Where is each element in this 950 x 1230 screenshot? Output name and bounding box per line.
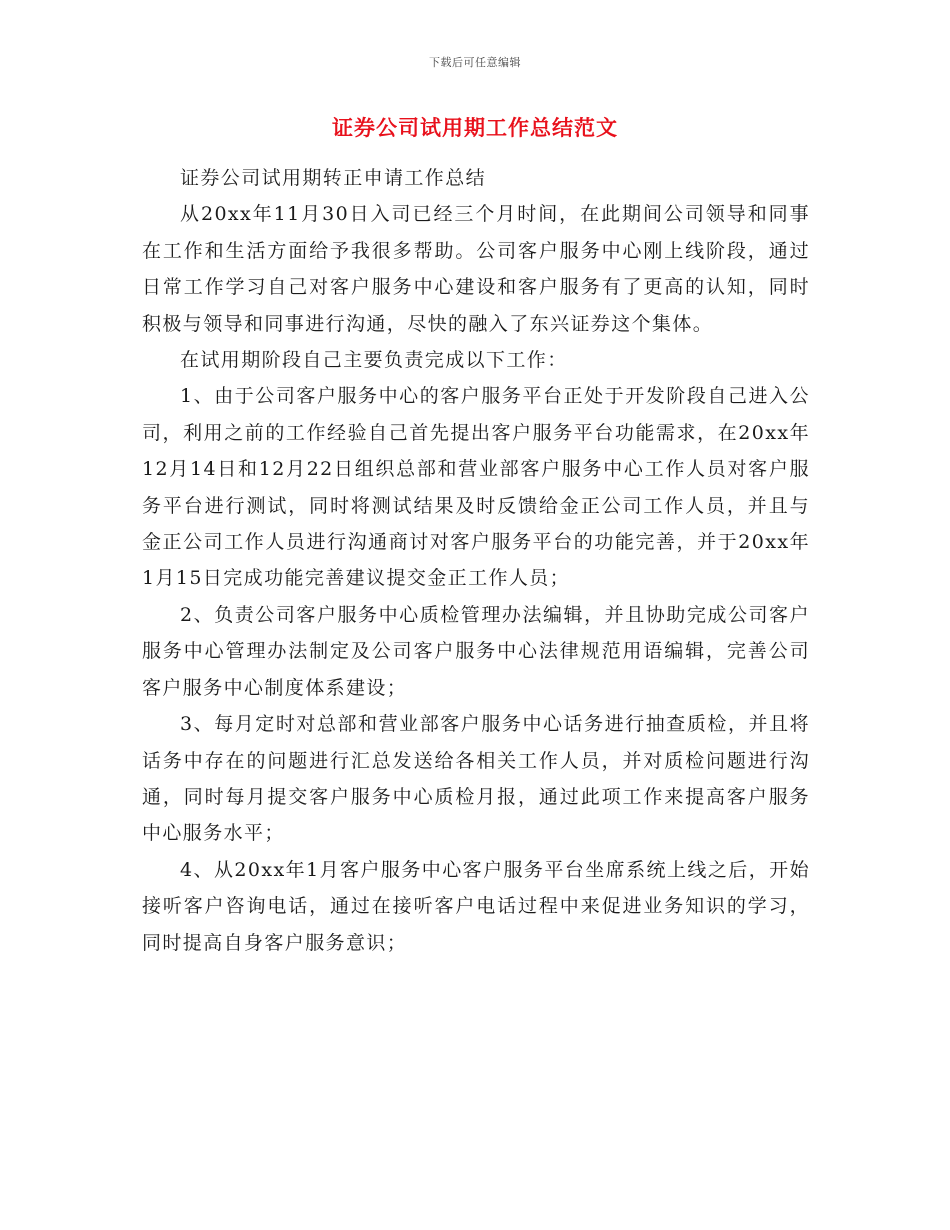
header-note: 下载后可任意编辑 — [429, 56, 521, 69]
paragraph-item-3: 3、每月定时对总部和营业部客户服务中心话务进行抽查质检，并且将话务中存在的问题进行汇总发送给各相关工作人员，并对质检问题进行沟通，同时每月提交客户服务中心质检月报，通过此项工作来提高客户服务中心服务水平； — [142, 713, 810, 845]
paragraph-work-lead: 在试用期阶段自己主要负责完成以下工作： — [180, 349, 568, 372]
document-body — [142, 160, 810, 961]
paragraph-item-1: 1、由于公司客户服务中心的客户服务平台正处于开发阶段自己进入公司，利用之前的工作经验自己首先提出客户服务平台功能需求，在20xx年12月14日和12月22日组织总部和营业部客户服务中心工作人员对客户服务平台进行测试，同时将测试结果及时反馈给金正公司工作人员，并且与金正公司工作人员进行沟通商讨对客户服务平台的功能完善，并于20xx年1月15日完成功能完善建议提交金正工作人员； — [142, 385, 810, 590]
document-title: 证券公司试用期工作总结范文 — [332, 115, 618, 140]
paragraph-item-2: 2、负责公司客户服务中心质检管理办法编辑，并且协助完成公司客户服务中心管理办法制定及公司客户服务中心法律规范用语编辑，完善公司客户服务中心制度体系建设； — [142, 603, 810, 699]
paragraph-item-4: 4、从20xx年1月客户服务中心客户服务平台坐席系统上线之后，开始接听客户咨询电话，通过在接听客户电话过程中来促进业务知识的学习，同时提高自身客户服务意识； — [142, 858, 810, 954]
paragraph-intro: 从20xx年11月30日入司已经三个月时间，在此期间公司领导和同事在工作和生活方面给予我很多帮助。公司客户服务中心刚上线阶段，通过日常工作学习自己对客户服务中心建设和客户服务有了更高的认知，同时积极与领导和同事进行沟通，尽快的融入了东兴证券这个集体。 — [142, 203, 810, 335]
paragraph-subtitle: 证券公司试用期转正申请工作总结 — [180, 167, 487, 189]
